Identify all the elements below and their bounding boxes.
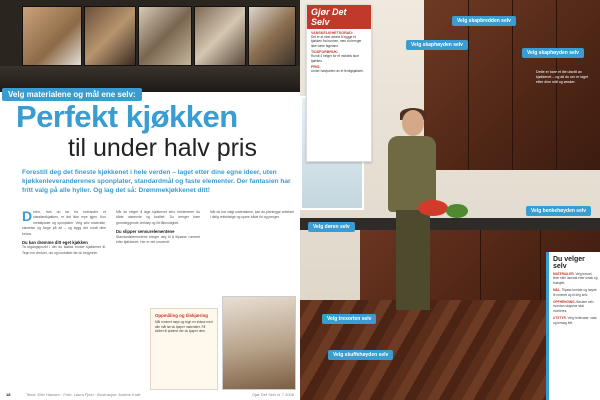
callout-worktop-height: Velg benkehøyden selv	[526, 206, 591, 216]
time-row	[311, 50, 367, 63]
you-choose-box	[546, 252, 600, 400]
card-logo: Gjør Det Selv	[307, 5, 371, 29]
difficulty-label: VANSKELIGHETSGRAD:	[311, 31, 354, 35]
price-text: Under halvparten av et ferdigkjøkken.	[311, 69, 364, 74]
you-choose-item	[553, 316, 599, 325]
price-row	[311, 65, 367, 73]
step-photo-3	[138, 6, 192, 66]
body-text: Standardelementene tvinger deg til å tilpasse rommet etter kjøkkenet. Her er det omvendt.	[116, 234, 200, 245]
you-choose-title: Du velger selv	[553, 256, 585, 270]
photo-strip	[0, 0, 300, 92]
info-card	[306, 4, 372, 162]
body-text: Ta utgangspunkt i det du faktisk bruker kjøkkenet til. Tegn inn vinduer, rør og kontakter før du begynner.	[22, 245, 106, 255]
callout-cabinet-width: Velg skapbredden selv	[452, 16, 516, 26]
subheading: Du slipper sensurelementene	[116, 229, 175, 235]
time-text: Rundt 4 helger for et middels stort kjøkken.	[311, 54, 360, 63]
item-label: MATERIALER.	[553, 272, 575, 276]
page-number: 17	[590, 392, 596, 398]
you-choose-item	[553, 288, 599, 297]
callout-cabinet-height: Velg skaphøyden selv	[522, 48, 584, 58]
page-number: 18	[6, 392, 11, 397]
fact-box	[150, 308, 218, 390]
item-label: UTSTYR.	[553, 316, 567, 321]
item-label: MÅL.	[553, 288, 561, 293]
item-text: Velg hvitevarer, vask og beslag fritt.	[553, 316, 597, 325]
difficulty-row	[311, 31, 367, 48]
lead-paragraph: Forestill deg det fineste kjøkkenet i hele verden – laget etter dine egne ideer, uten kjøkkenleverandørenes sponplater, standardmål og faste elementer. Der fantasien har fritt valg på alle hyller. Og lag det så: Drømmekjøkkenet ditt!	[22, 169, 291, 194]
page-footer	[0, 390, 300, 400]
intro-caption: Dette er bare et lite utsnitt av kjøkkenet – og alt du ser er laget etter dine mål og ønsker.	[536, 70, 589, 84]
you-choose-item	[553, 272, 599, 285]
watermelon	[418, 200, 448, 216]
cabinet-seam	[556, 0, 557, 170]
body-text: Når du har valgt materialene, kan du planlegge arbeidet i riktig rekkefølge og spare både tid og penger.	[210, 210, 294, 220]
fact-box-body: Mål rommet nøye og tegn en skisse med alle mål før du kjøper materialer. Få skåret til platene der du kjøper dem.	[155, 320, 213, 334]
headline-secondary: til under halv pris	[68, 134, 257, 162]
callout-wood: Velg tresorten selv	[322, 314, 376, 324]
fact-box-title: Oppmåling og tilskjæring	[155, 313, 208, 318]
headline-primary: Perfekt kjøkken	[16, 99, 238, 134]
kicker-label: Velg materialene og mål ene selv:	[2, 88, 142, 101]
person-head	[402, 110, 424, 136]
right-page	[300, 0, 600, 400]
step-photo-4	[194, 6, 246, 66]
body-text: Når du velger å lage kjøkkenet selv, bestemmer du både utseende og kvalitet. Du trenger bare grunnleggende verktøy og litt tålmodighet.	[116, 210, 200, 225]
step-photo-1	[22, 6, 82, 66]
person-legs	[396, 210, 430, 310]
item-label: OPPHENGING.	[553, 300, 576, 305]
callout-door: Velg døren selv	[308, 222, 355, 232]
time-label: TIDSFORBRUK:	[311, 50, 339, 55]
difficulty-text: Det er et stort arbeid å bygge et kjøkken fra bunnen, men du trenger ikke være fagmann.	[311, 35, 362, 48]
step-photo-5	[248, 6, 296, 66]
price-label: PRIS:	[311, 65, 321, 70]
step-photo-2	[84, 6, 136, 66]
side-photo	[222, 296, 296, 390]
you-choose-item	[553, 300, 599, 313]
item-text: Velg tresort, finer eller laminat etter smak og budsjett.	[553, 272, 598, 285]
magazine-issue: Gjør Det Selv nr 7 2008	[251, 392, 294, 397]
callout-drawer-height: Velg skuffehøyden selv	[328, 350, 393, 360]
drop-cap: D	[22, 210, 33, 224]
callout-cabinet-height-upper: Velg skaphøyden selv	[406, 40, 468, 50]
item-text: Tilpass bredde og høyde til rommet og til deg selv.	[553, 288, 597, 297]
vegetables	[446, 204, 468, 218]
credits: Tekst: Eiliv Hansen · Foto: Laura Fjeld · Illustrasjon: Anders Kraft	[26, 392, 141, 397]
body-column-1	[22, 210, 106, 390]
subheading: Du kan drømme ditt eget kjøkken	[22, 240, 88, 246]
body-text: erfor, hvis du tar fra hverandre et standardkjøkken, er det ikke mye igjen. Kun metallplater og sponplater. Velg selv materiale, størrelse og farge på alt – og bygg det rundt dine behov.	[22, 210, 106, 236]
item-text: Bestem selv hvordan skapene skal monteres.	[553, 300, 594, 313]
